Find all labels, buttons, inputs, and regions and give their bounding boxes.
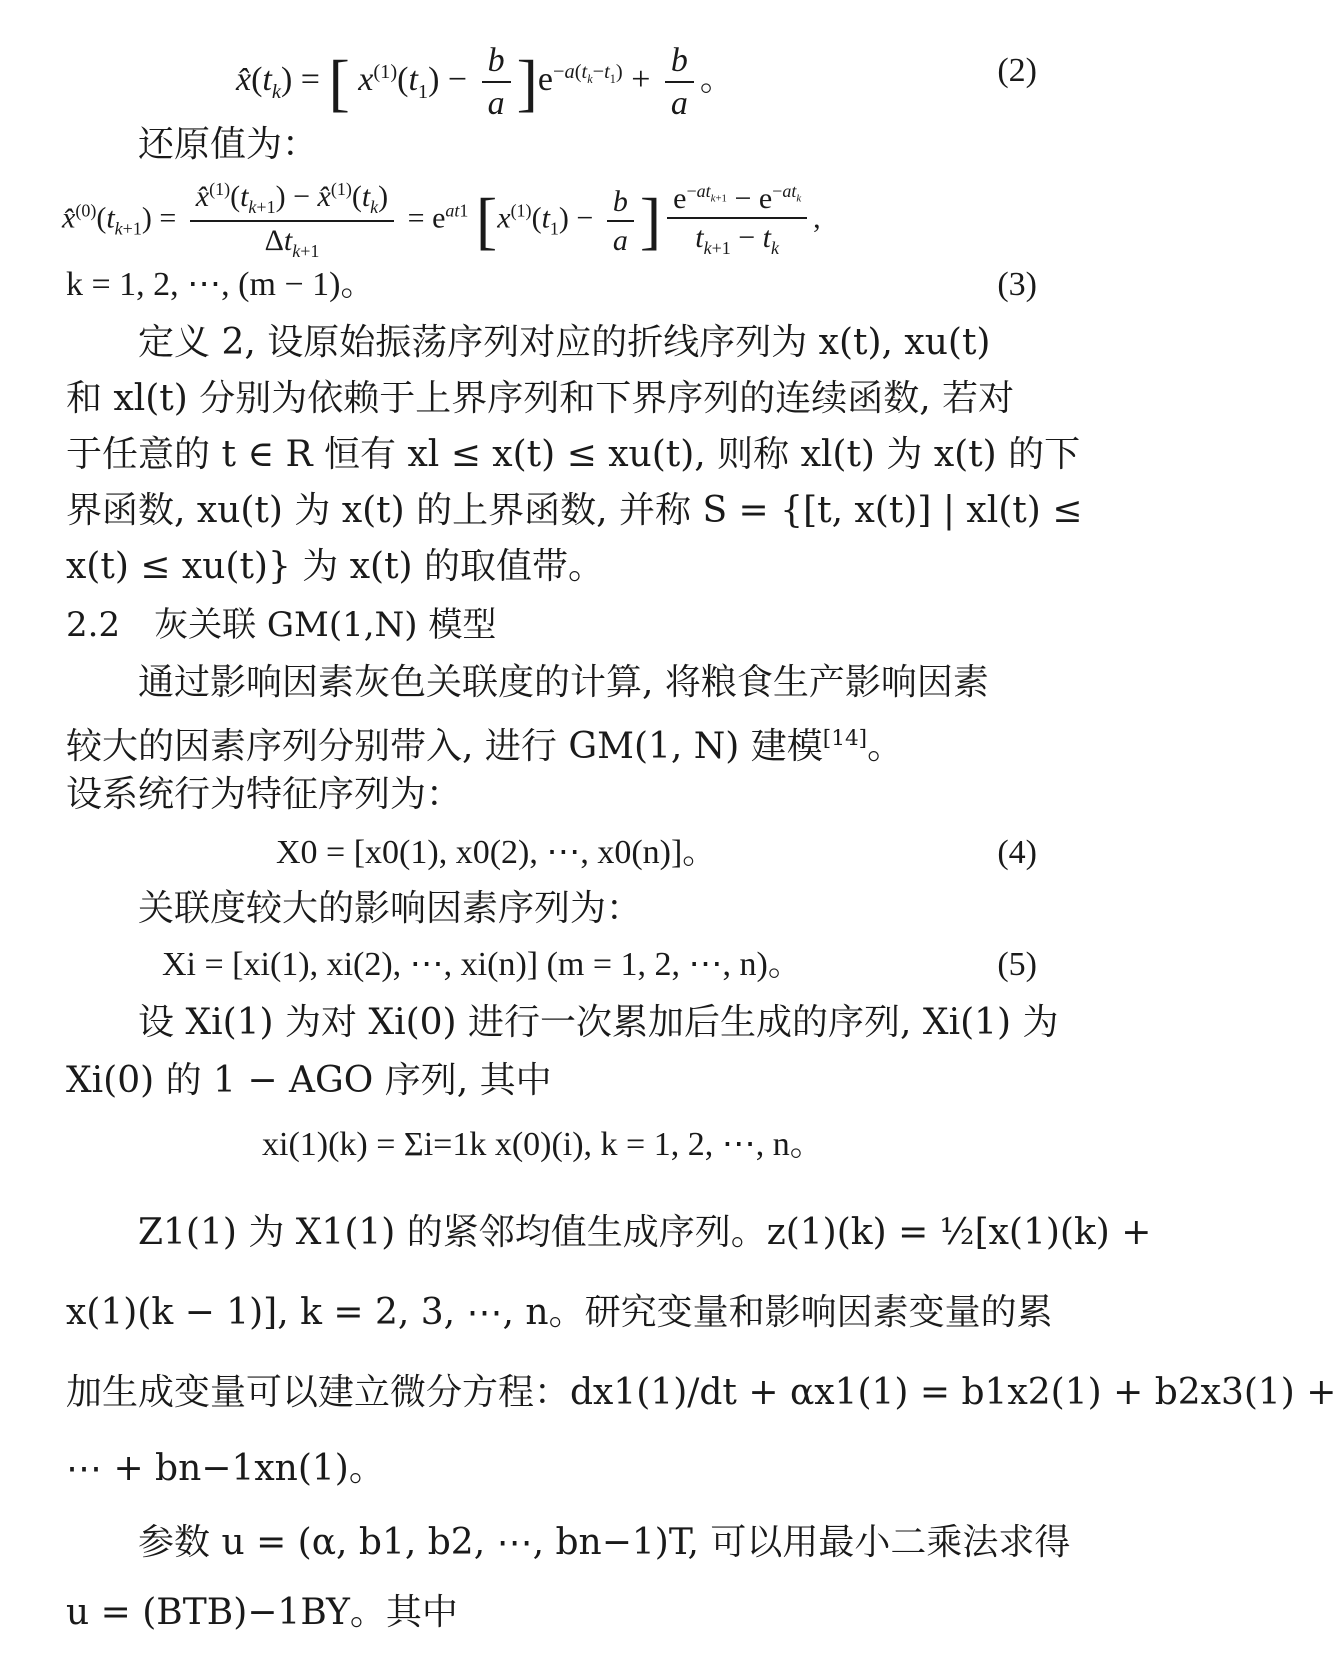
section-heading: 2.2 灰关联 GM(1,N) 模型 — [66, 605, 497, 645]
z-line-2: x(1)(k − 1)], k = 2, 3, ⋯, n。研究变量和影响因素变量的累 — [66, 1292, 1053, 1333]
equation-2-number: (2) — [997, 52, 1037, 89]
equation-5: Xi = [xi(1), xi(2), ⋯, xi(n)] (m = 1, 2, ⋯, n)。 — [162, 946, 802, 983]
z-line-4: ⋯ + bn−1xn(1)。 — [66, 1448, 385, 1489]
definition-2-line-5: x(t) ≤ xu(t)} 为 x(t) 的取值带。 — [66, 546, 605, 587]
restore-intro: 还原值为： — [138, 124, 319, 165]
ago-equation: xi(1)(k) = Σi=1k x(0)(i), k = 1, 2, ⋯, n。 — [262, 1126, 824, 1163]
equation-3-number: (3) — [997, 266, 1037, 303]
equation-2: $x̂(t_k)$ = [ $x^{(1)}(t_1)$ − $\frac{b}{a}$ ]$e^{-a(t_k-t_1)}$ + $\frac{b}{a}$ 。 — [236, 42, 734, 123]
z-line-3: 加生成变量可以建立微分方程：dx1(1)/dt + αx1(1) = b1x2(1) + b2x3(1) + — [66, 1372, 1336, 1413]
equation-3-k-range: k = 1, 2, ⋯, (m − 1)。 — [66, 266, 375, 303]
equation-4: X0 = [x0(1), x0(2), ⋯, x0(n)]。 — [276, 834, 717, 871]
param-line-1: 参数 u = (α, b1, b2, ⋯, bn−1)T, 可以用最小二乘法求得 — [138, 1522, 1071, 1563]
related-sequence-intro: 关联度较大的影响因素序列为： — [138, 888, 643, 929]
definition-2-line-3: 于任意的 t ∈ R 恒有 xl ≤ x(t) ≤ xu(t), 则称 xl(t) 为 x(t) 的下 — [66, 434, 1081, 475]
equation-4-number: (4) — [997, 834, 1037, 871]
param-line-2: u = (BTB)−1BY。其中 — [66, 1592, 458, 1633]
paragraph-1-end: 。 — [867, 726, 904, 767]
citation: [14] — [822, 726, 868, 751]
paragraph-1-line-1: 通过影响因素灰色关联度的计算, 将粮食生产影响因素 — [138, 662, 989, 703]
paragraph-1-text: 较大的因素序列分别带入, 进行 GM(1, N) 建模 — [66, 726, 823, 767]
definition-2-line-2: 和 xl(t) 分别为依赖于上界序列和下界序列的连续函数, 若对 — [66, 378, 1015, 419]
z-line-1: Z1(1) 为 X1(1) 的紧邻均值生成序列。z(1)(k) = ½[x(1)(k) + — [138, 1212, 1152, 1253]
system-sequence-intro: 设系统行为特征序列为： — [66, 774, 463, 815]
paragraph-1-line-2 — [66, 716, 1036, 770]
ago-line-1: 设 Xi(1) 为对 Xi(0) 进行一次累加后生成的序列, Xi(1) 为 — [138, 1002, 1059, 1043]
equation-5-number: (5) — [997, 946, 1037, 983]
definition-2-line-4: 界函数, xu(t) 为 x(t) 的上界函数, 并称 S = {[t, x(t)] | xl(t) ≤ — [66, 490, 1083, 531]
ago-line-2: Xi(0) 的 1 − AGO 序列, 其中 — [66, 1060, 552, 1101]
equation-3: $x̂^{(0)}(t_{k+1})$ = $\frac{x̂^{(1)}(t_{k+1}) - x̂^{(1)}(t_k)}{\Delta t_{k+1}}$ = $e^{at1}$ [$x^{(1)}(t_1)$ − $\frac{b}{a}$ ] $\frac{e^{-at_{k+1}} - e^{-at_k}}{t_{k+1} - t_k}$ , — [62, 179, 821, 261]
definition-2-line-1: 定义 2, 设原始振荡序列对应的折线序列为 x(t), xu(t) — [138, 322, 991, 363]
